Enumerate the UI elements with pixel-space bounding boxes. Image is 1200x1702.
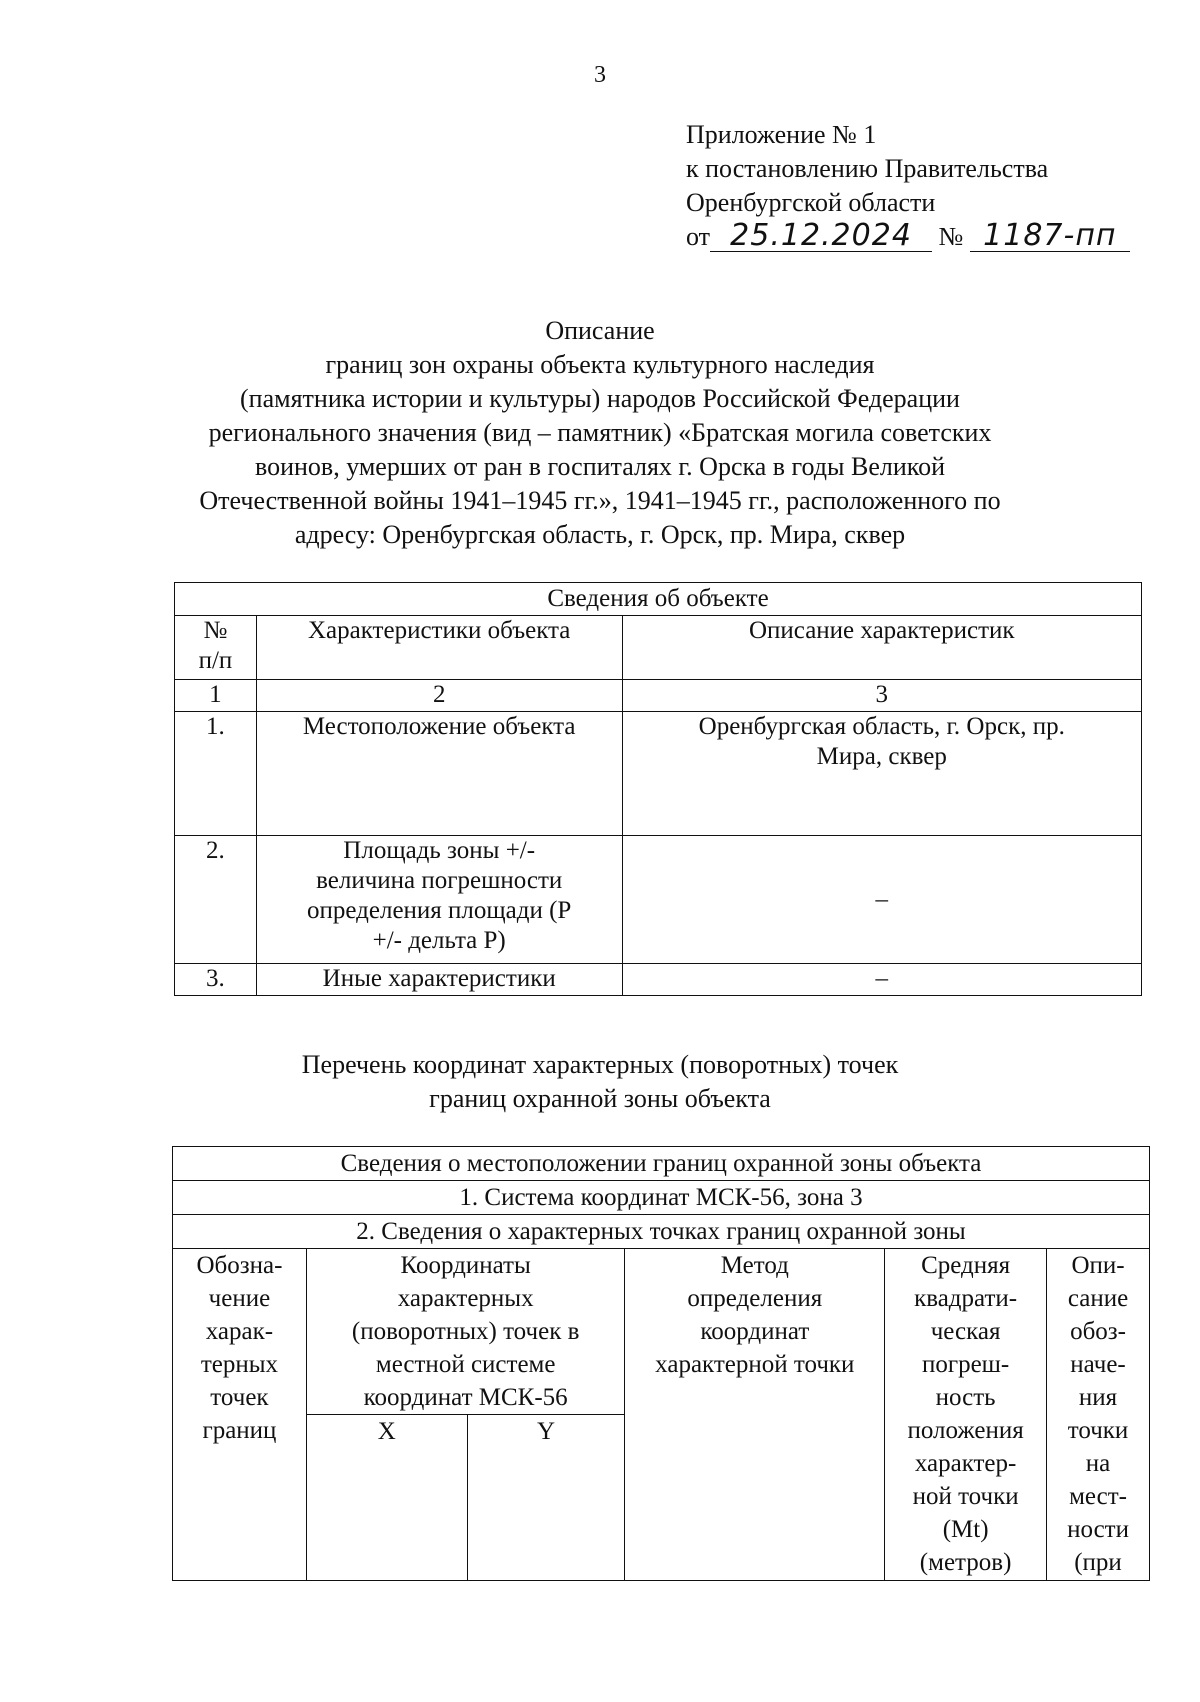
row-num: 1. — [175, 712, 257, 836]
date-prefix: от — [686, 222, 711, 251]
title-line: Отечественной войны 1941–1945 гг.», 1941–1945 гг., расположенного по — [199, 486, 1001, 515]
header-num: № п/п — [175, 616, 257, 680]
row-num: 2. — [175, 836, 257, 964]
column-number: 1 — [175, 680, 257, 712]
row-value: Оренбургская область, г. Орск, пр. Мира, сквер — [622, 712, 1141, 836]
row-value: – — [622, 836, 1141, 964]
row-num: 3. — [175, 964, 257, 996]
coords-table-caption: Сведения о местоположении границ охранной зоны объекта — [173, 1147, 1150, 1181]
title-line: Описание — [545, 316, 655, 345]
handwritten-number: 1187-пп — [970, 221, 1130, 252]
header-method: Метод определения координат характерной точки — [625, 1249, 885, 1581]
document-title — [0, 314, 1200, 552]
title-line: адресу: Оренбургская область, г. Орск, пр. Мира, сквер — [294, 520, 906, 549]
coordinate-system: 1. Система координат МСК-56, зона 3 — [173, 1181, 1150, 1215]
appendix-line-1: Приложение № 1 — [686, 120, 877, 149]
appendix-line-2: к постановлению Правительства — [686, 154, 1049, 183]
appendix-block — [686, 118, 1130, 254]
row-value: – — [622, 964, 1141, 996]
title-line: (памятника истории и культуры) народов Российской Федерации — [240, 384, 960, 413]
object-info-table — [174, 582, 1142, 996]
row-name: Местоположение объекта — [256, 712, 622, 836]
row-name: Иные характеристики — [256, 964, 622, 996]
column-number: 3 — [622, 680, 1141, 712]
header-description: Описание характеристик — [622, 616, 1141, 680]
header-description: Опи- сание обоз- наче- ния точки на мест- ности (при — [1047, 1249, 1150, 1581]
header-coordinates: Координаты характерных (поворотных) точек в местной системе координат МСК-56 — [306, 1249, 625, 1415]
header-x: X — [306, 1415, 467, 1581]
header-designation: Обозна- чение харак- терных точек границ — [173, 1249, 307, 1581]
column-number: 2 — [256, 680, 622, 712]
page-number: 3 — [594, 62, 606, 88]
number-prefix: № — [938, 222, 964, 251]
coordinates-title — [0, 1048, 1200, 1116]
handwritten-date: 25.12.2024 — [710, 221, 932, 252]
header-characteristics: Характеристики объекта — [256, 616, 622, 680]
title-line: воинов, умерших от ран в госпиталях г. Орска в годы Великой — [254, 452, 945, 481]
title-line: границ зон охраны объекта культурного наследия — [325, 350, 875, 379]
object-table-caption: Сведения об объекте — [175, 583, 1142, 616]
header-y: Y — [467, 1415, 625, 1581]
appendix-line-3: Оренбургской области — [686, 188, 936, 217]
points-caption: 2. Сведения о характерных точках границ охранной зоны — [173, 1215, 1150, 1249]
header-error: Средняя квадрати- ческая погреш- ность положения характер- ной точки (Mt) (метров) — [885, 1249, 1047, 1581]
coordinates-table — [172, 1146, 1150, 1581]
coordinates-title-line: границ охранной зоны объекта — [429, 1084, 771, 1113]
appendix-date-row — [686, 220, 1130, 254]
coordinates-title-line: Перечень координат характерных (поворотных) точек — [301, 1050, 899, 1079]
title-line: регионального значения (вид – памятник) «Братская могила советских — [208, 418, 992, 447]
row-name: Площадь зоны +/- величина погрешности определения площади (P +/- дельта P) — [256, 836, 622, 964]
